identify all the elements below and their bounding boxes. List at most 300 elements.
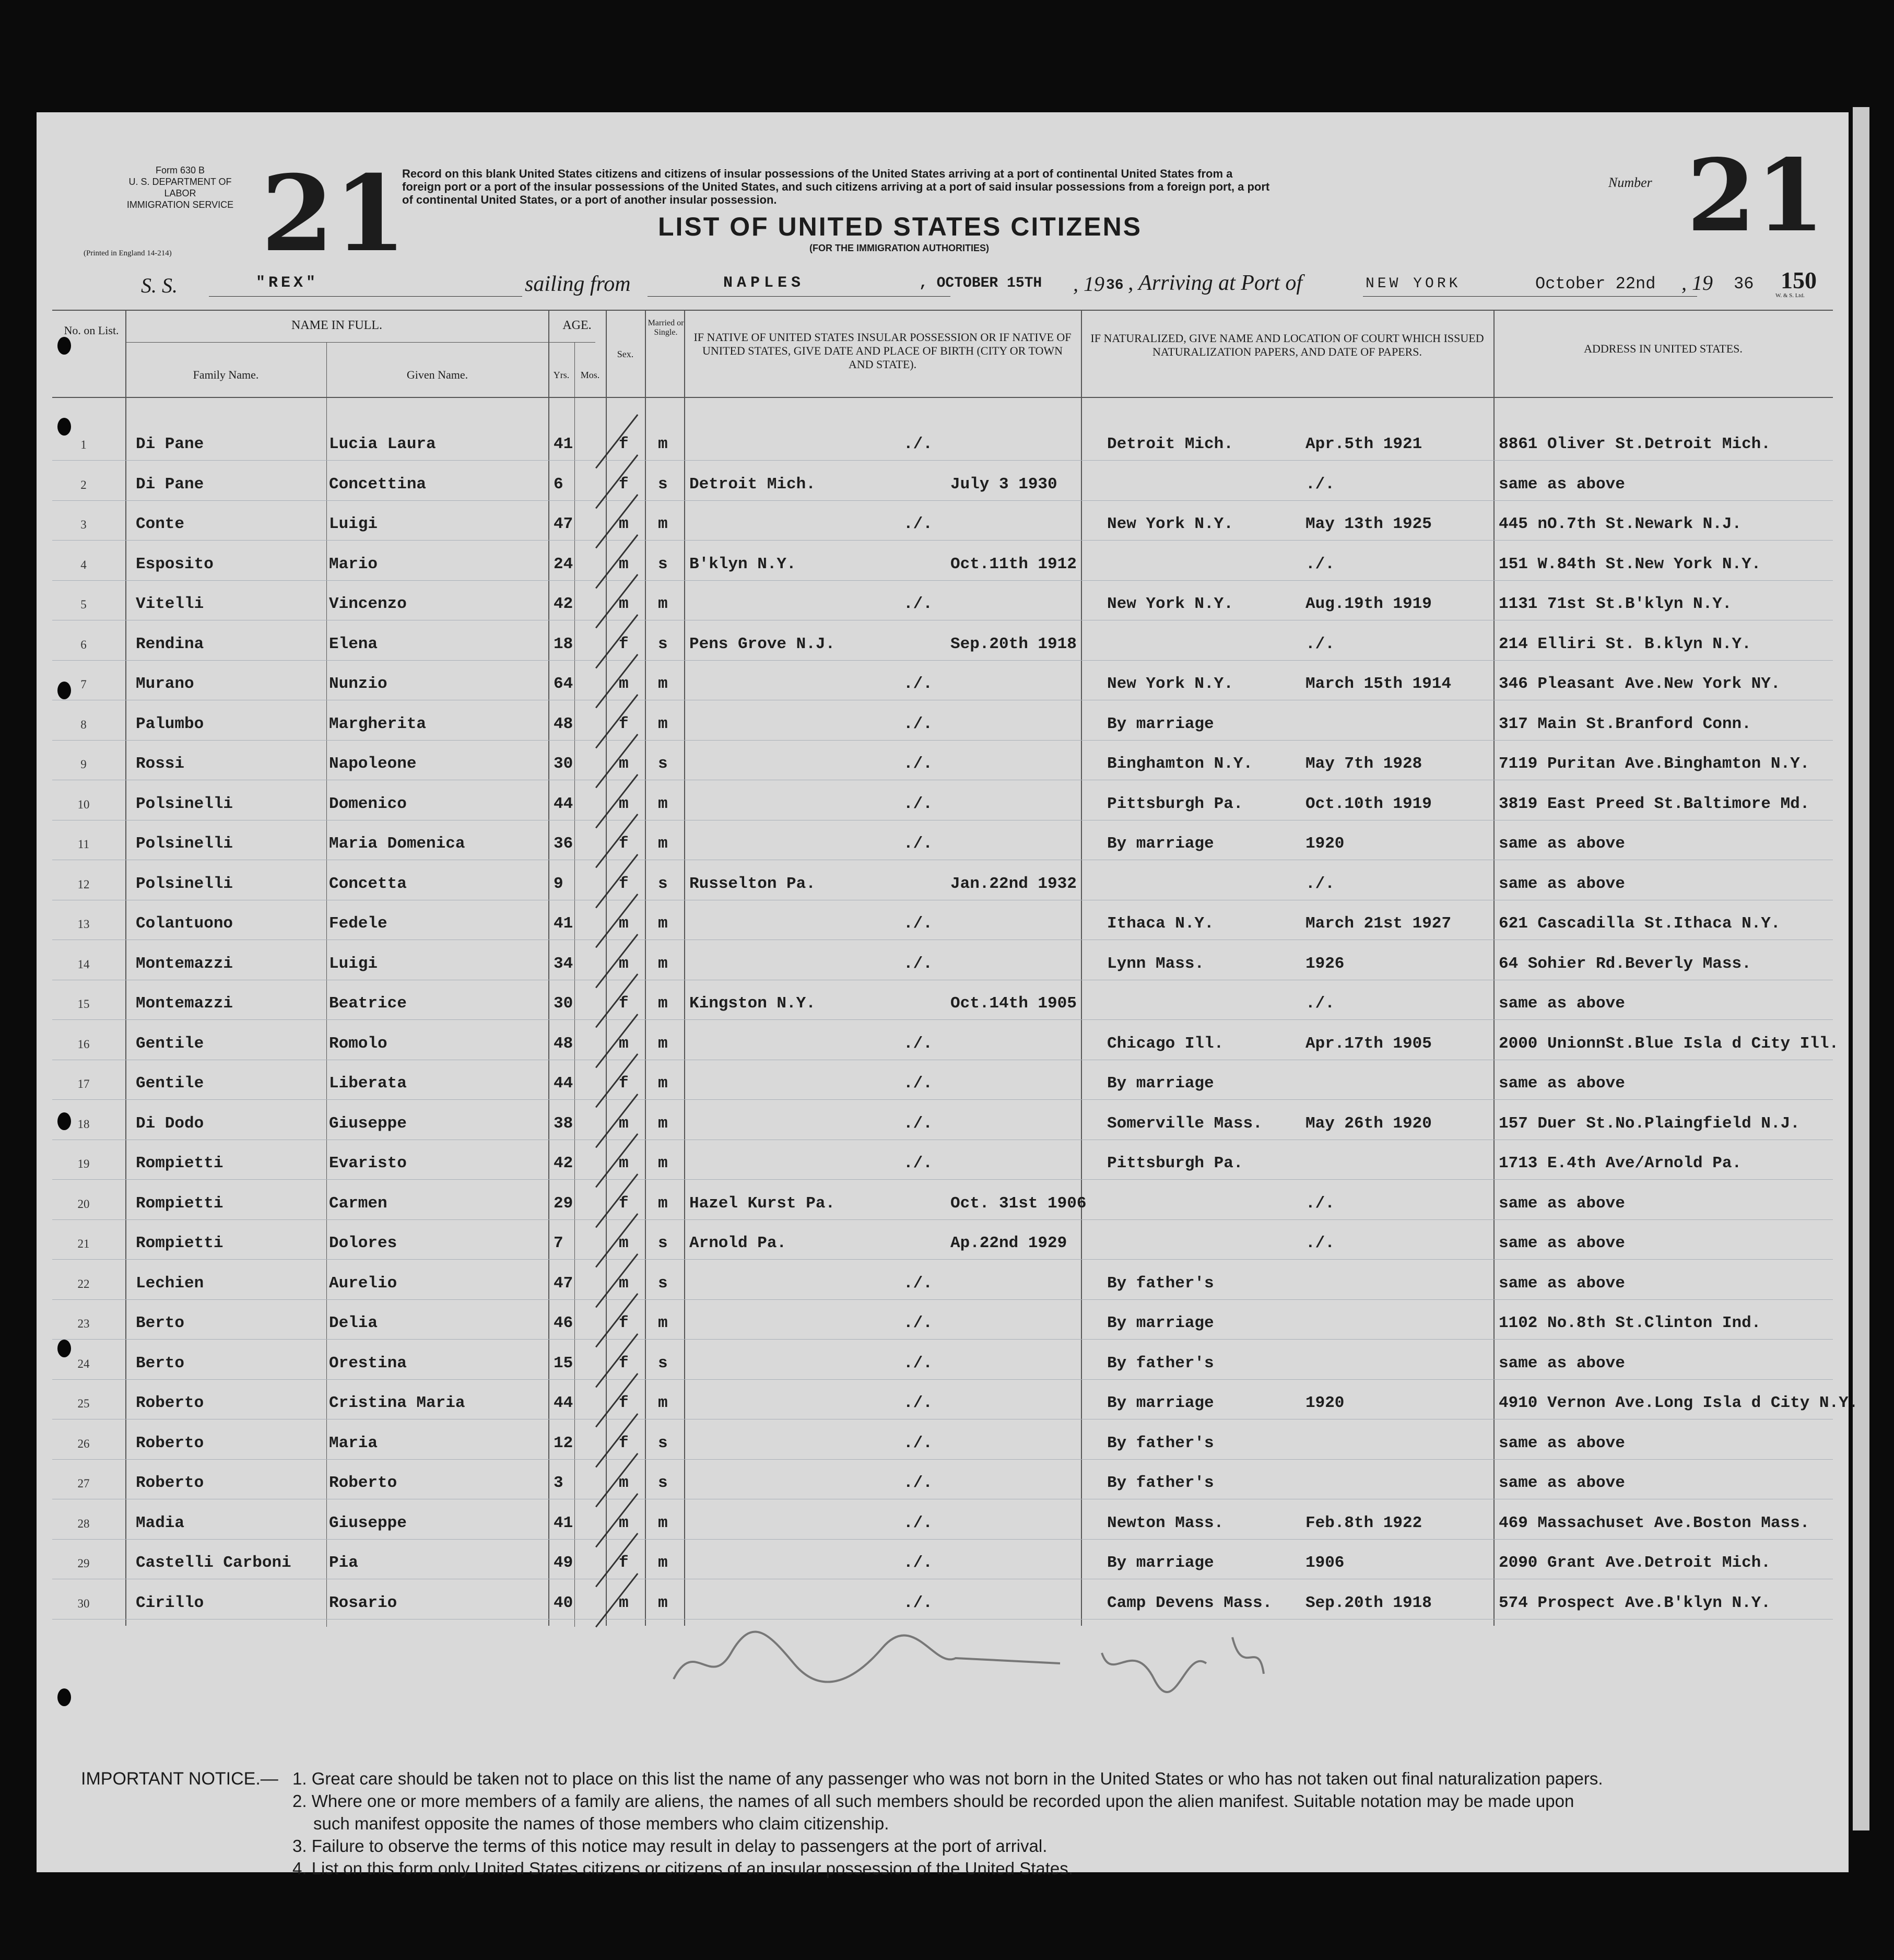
naturalization-date: March 21st 1927 <box>1305 914 1452 933</box>
marital-status: s <box>658 635 668 653</box>
birth-date: ./. <box>903 755 933 773</box>
us-address: same as above <box>1499 835 1625 853</box>
intro-line-1: Record on this blank United States citizens and citizens of insular possessions of the United States arriving at a port of continental United States from a <box>402 167 1233 180</box>
age-years: 30 <box>554 994 573 1013</box>
intro-text <box>402 167 1509 206</box>
family-name: Lechien <box>136 1274 204 1293</box>
family-name: Esposito <box>136 555 214 573</box>
us-address: 7119 Puritan Ave.Binghamton N.Y. <box>1499 755 1810 773</box>
naturalization-court: By father's <box>1107 1354 1214 1372</box>
marital-status: m <box>658 1554 668 1572</box>
us-address: same as above <box>1499 1234 1625 1252</box>
punch-hole <box>57 1688 71 1706</box>
intro-line-2: foreign port or a port of the insular possessions of the United States, and such citizens arriving at a port of said insular possessions from a foreign port, a port <box>402 180 1270 193</box>
row-number: 22 <box>77 1277 90 1290</box>
given-name: Maria <box>329 1434 378 1452</box>
given-name: Orestina <box>329 1354 407 1372</box>
given-name: Pia <box>329 1554 358 1572</box>
header-address: ADDRESS IN UNITED STATES. <box>1584 342 1743 355</box>
sex: m <box>619 755 629 773</box>
birth-place: Pens Grove N.J. <box>689 635 836 653</box>
marital-status: s <box>658 1434 668 1452</box>
row-number: 30 <box>77 1597 90 1610</box>
service: IMMIGRATION SERVICE <box>126 199 234 210</box>
age-years: 44 <box>554 1074 573 1093</box>
sex: m <box>619 1234 629 1252</box>
us-address: 1131 71st St.B'klyn N.Y. <box>1499 595 1732 613</box>
year-prefix: , 19 <box>1073 272 1104 296</box>
marital-status: s <box>658 475 668 494</box>
row-number: 3 <box>80 518 87 531</box>
ss-label: S. S. <box>141 274 178 297</box>
row-number: 25 <box>77 1397 90 1410</box>
naturalization-court: Chicago Ill. <box>1107 1034 1224 1053</box>
naturalization-date: ./. <box>1305 1194 1335 1213</box>
age-years: 36 <box>554 835 573 853</box>
row-number: 26 <box>77 1437 90 1450</box>
family-name: Berto <box>136 1354 185 1372</box>
department: U. S. DEPARTMENT OF LABOR <box>128 177 232 198</box>
marital-status: s <box>658 1234 668 1252</box>
year-suffix: 36 <box>1106 277 1124 294</box>
family-name: Polsinelli <box>136 874 233 893</box>
us-address: same as above <box>1499 874 1625 893</box>
row-rule <box>52 580 1833 581</box>
family-name: Gentile <box>136 1034 204 1053</box>
us-address: same as above <box>1499 1274 1625 1293</box>
row-number: 4 <box>80 558 87 571</box>
sex: f <box>619 1354 629 1372</box>
sex: m <box>619 515 629 533</box>
family-name: Di Dodo <box>136 1114 204 1133</box>
given-name: Cristina Maria <box>329 1394 465 1412</box>
form-id: Form 630 B <box>155 165 205 175</box>
us-address: 64 Sohier Rd.Beverly Mass. <box>1499 954 1751 973</box>
signature-scribble <box>663 1616 1368 1705</box>
age-years: 49 <box>554 1554 573 1572</box>
age-years: 12 <box>554 1434 573 1452</box>
birth-place: Arnold Pa. <box>689 1234 787 1252</box>
marital-status: m <box>658 1593 668 1612</box>
family-name: Madia <box>136 1513 185 1532</box>
row-number: 28 <box>77 1517 90 1530</box>
notice-item-1: 1. Great care should be taken not to place on this list the name of any passenger who was not born in the United States or who has not taken out final naturalization papers. <box>292 1769 1603 1788</box>
given-name: Delia <box>329 1314 378 1332</box>
marital-status: s <box>658 1354 668 1372</box>
us-address: 151 W.84th St.New York N.Y. <box>1499 555 1761 573</box>
page-number: 150 <box>1781 267 1817 294</box>
family-name: Montemazzi <box>136 954 233 973</box>
naturalization-court: New York N.Y. <box>1107 515 1233 533</box>
row-rule <box>52 1219 1833 1220</box>
marital-status: m <box>658 595 668 613</box>
punch-hole <box>57 682 71 699</box>
big-number-left: 21 <box>261 152 407 275</box>
naturalization-date: 1920 <box>1305 835 1345 853</box>
age-years: 7 <box>554 1234 563 1252</box>
sex: f <box>619 1314 629 1332</box>
given-name: Lucia Laura <box>329 435 436 453</box>
us-address: 574 Prospect Ave.B'klyn N.Y. <box>1499 1593 1771 1612</box>
sheet-edge <box>1853 107 1869 1830</box>
sex: f <box>619 635 629 653</box>
given-name: Roberto <box>329 1474 397 1492</box>
birth-date: ./. <box>903 1154 933 1172</box>
us-address: same as above <box>1499 1474 1625 1492</box>
birth-date: ./. <box>903 1554 933 1572</box>
naturalization-court: By father's <box>1107 1474 1214 1492</box>
birth-date: ./. <box>903 515 933 533</box>
row-rule <box>52 1339 1833 1340</box>
sex: f <box>619 475 629 494</box>
family-name: Vitelli <box>136 595 204 613</box>
naturalization-court: By marriage <box>1107 1394 1214 1412</box>
naturalization-date: Apr.5th 1921 <box>1305 435 1422 453</box>
header-sex: Sex. <box>617 349 634 359</box>
row-rule <box>52 1379 1833 1380</box>
age-years: 64 <box>554 675 573 693</box>
sex: f <box>619 1194 629 1213</box>
us-address: 2000 UnionnSt.Blue Isla d City Ill. <box>1499 1034 1839 1053</box>
naturalization-court: New York N.Y. <box>1107 595 1233 613</box>
age-years: 34 <box>554 954 573 973</box>
naturalization-date: 1906 <box>1305 1554 1345 1572</box>
naturalization-date: ./. <box>1305 994 1335 1013</box>
us-address: 214 Elliri St. B.klyn N.Y. <box>1499 635 1751 653</box>
naturalization-date: ./. <box>1305 475 1335 494</box>
marital-status: m <box>658 1114 668 1133</box>
naturalization-court: By marriage <box>1107 1314 1214 1332</box>
marital-status: m <box>658 914 668 933</box>
header-age: AGE. <box>562 319 592 332</box>
birth-date: Oct. 31st 1906 <box>950 1194 1087 1213</box>
birth-date: ./. <box>903 1434 933 1452</box>
birth-date: ./. <box>903 914 933 933</box>
arrival-year-suffix: 36 <box>1734 274 1754 294</box>
naturalization-court: By marriage <box>1107 835 1214 853</box>
naturalization-date: ./. <box>1305 555 1335 573</box>
header-name-in-full: NAME IN FULL. <box>291 319 382 332</box>
row-number: 13 <box>77 918 90 931</box>
us-address: 445 nO.7th St.Newark N.J. <box>1499 515 1742 533</box>
row-rule <box>52 1099 1833 1100</box>
given-name: Aurelio <box>329 1274 397 1293</box>
given-name: Concetta <box>329 874 407 893</box>
family-name: Montemazzi <box>136 994 233 1013</box>
row-rule <box>52 1259 1833 1260</box>
marital-status: m <box>658 675 668 693</box>
row-number: 6 <box>80 638 87 651</box>
given-name: Giuseppe <box>329 1513 407 1532</box>
family-name: Conte <box>136 515 185 533</box>
sex: m <box>619 1114 629 1133</box>
birth-date: Oct.14th 1905 <box>950 994 1077 1013</box>
family-name: Di Pane <box>136 475 204 494</box>
naturalization-date: 1920 <box>1305 1394 1345 1412</box>
us-address: same as above <box>1499 1074 1625 1093</box>
given-name: Romolo <box>329 1034 387 1053</box>
ship-name: "REX" <box>256 274 319 292</box>
given-name: Maria Domenica <box>329 835 465 853</box>
family-name: Murano <box>136 675 194 693</box>
age-years: 29 <box>554 1194 573 1213</box>
family-name: Colantuono <box>136 914 233 933</box>
given-name: Elena <box>329 635 378 653</box>
age-years: 47 <box>554 1274 573 1293</box>
row-number: 15 <box>77 997 90 1011</box>
age-years: 38 <box>554 1114 573 1133</box>
naturalization-court: By marriage <box>1107 1074 1214 1093</box>
us-address: 469 Massachuset Ave.Boston Mass. <box>1499 1513 1810 1532</box>
given-name: Domenico <box>329 794 407 813</box>
age-years: 6 <box>554 475 563 494</box>
row-rule <box>52 740 1833 741</box>
marital-status: m <box>658 1034 668 1053</box>
marital-status: m <box>658 794 668 813</box>
us-address: 621 Cascadilla St.Ithaca N.Y. <box>1499 914 1781 933</box>
date-from: , OCTOBER 15TH <box>919 275 1042 291</box>
marital-status: s <box>658 755 668 773</box>
birth-date: Sep.20th 1918 <box>950 635 1077 653</box>
punch-hole <box>57 1112 71 1130</box>
family-name: Palumbo <box>136 714 204 733</box>
marital-status: m <box>658 714 668 733</box>
naturalization-court: By marriage <box>1107 714 1214 733</box>
sex: m <box>619 794 629 813</box>
family-name: Roberto <box>136 1474 204 1492</box>
birth-date: ./. <box>903 714 933 733</box>
row-rule <box>52 500 1833 501</box>
printer-mark: W. & S. Ltd. <box>1775 292 1805 299</box>
header-naturalized: IF NATURALIZED, GIVE NAME AND LOCATION OF COURT WHICH ISSUED NATURALIZATION PAPERS, AND DATE OF PAPERS. <box>1090 332 1484 358</box>
row-number: 20 <box>77 1197 90 1211</box>
naturalization-date: Aug.19th 1919 <box>1305 595 1432 613</box>
marital-status: s <box>658 874 668 893</box>
sex: f <box>619 835 629 853</box>
family-name: Polsinelli <box>136 794 233 813</box>
birth-date: ./. <box>903 1314 933 1332</box>
row-number: 9 <box>80 758 87 771</box>
birth-date: ./. <box>903 794 933 813</box>
naturalization-date: 1926 <box>1305 954 1345 973</box>
header-yrs: Yrs. <box>553 370 570 380</box>
sex: f <box>619 994 629 1013</box>
naturalization-date: May 26th 1920 <box>1305 1114 1432 1133</box>
naturalization-court: By marriage <box>1107 1554 1214 1572</box>
form-title: LIST OF UNITED STATES CITIZENS <box>658 212 1143 241</box>
family-name: Rompietti <box>136 1154 223 1172</box>
row-number: 5 <box>80 598 87 611</box>
age-years: 42 <box>554 1154 573 1172</box>
sex: m <box>619 675 629 693</box>
row-number: 27 <box>77 1477 90 1490</box>
sex: f <box>619 1554 629 1572</box>
sex: f <box>619 1434 629 1452</box>
row-number: 23 <box>77 1317 90 1330</box>
notice-item-2: 2. Where one or more members of a family are aliens, the names of all such members should be recorded upon the alien manifest. Suitable notation may be made upon <box>292 1791 1574 1811</box>
row-number: 1 <box>80 438 87 451</box>
family-name: Berto <box>136 1314 185 1332</box>
big-number-right: 21 <box>1687 137 1825 254</box>
header-given-name: Given Name. <box>406 368 468 381</box>
sex: m <box>619 1513 629 1532</box>
us-address: same as above <box>1499 475 1625 494</box>
notice-label: IMPORTANT NOTICE.— <box>81 1769 278 1789</box>
marital-status: m <box>658 1314 668 1332</box>
given-name: Vincenzo <box>329 595 407 613</box>
us-address: 317 Main St.Branford Conn. <box>1499 714 1751 733</box>
sex: m <box>619 555 629 573</box>
age-years: 47 <box>554 515 573 533</box>
row-number: 29 <box>77 1557 90 1570</box>
us-address: 4910 Vernon Ave.Long Isla d City N.Y. <box>1499 1394 1858 1412</box>
given-name: Evaristo <box>329 1154 407 1172</box>
us-address: 157 Duer St.No.Plaingfield N.J. <box>1499 1114 1800 1133</box>
row-rule <box>52 1459 1833 1460</box>
header-married-single: Married or Single. <box>648 319 684 337</box>
birth-date: Oct.11th 1912 <box>950 555 1077 573</box>
intro-line-3: of continental United States, or a port of another insular possession. <box>402 193 777 206</box>
row-number: 8 <box>80 718 87 731</box>
naturalization-court: By father's <box>1107 1434 1214 1452</box>
sex: m <box>619 1474 629 1492</box>
us-address: same as above <box>1499 994 1625 1013</box>
row-number: 2 <box>80 478 87 491</box>
marital-status: m <box>658 994 668 1013</box>
us-address: 8861 Oliver St.Detroit Mich. <box>1499 435 1771 453</box>
us-address: 1102 No.8th St.Clinton Ind. <box>1499 1314 1761 1332</box>
row-rule <box>52 1019 1833 1020</box>
marital-status: m <box>658 954 668 973</box>
punch-hole <box>57 1340 71 1357</box>
birth-date: July 3 1930 <box>950 475 1057 494</box>
naturalization-date: May 7th 1928 <box>1305 755 1422 773</box>
birth-date: ./. <box>903 1593 933 1612</box>
age-years: 44 <box>554 794 573 813</box>
header-family-name: Family Name. <box>193 368 259 381</box>
marital-status: m <box>658 1394 668 1412</box>
given-name: Mario <box>329 555 378 573</box>
punch-hole <box>57 337 71 355</box>
marital-status: m <box>658 835 668 853</box>
sex: f <box>619 1394 629 1412</box>
header-native: IF NATIVE OF UNITED STATES INSULAR POSSESSION OR IF NATIVE OF UNITED STATES, GIVE DATE AND PLACE OF BIRTH (CITY OR TOWN AND STATE). <box>693 331 1072 371</box>
marital-status: m <box>658 1194 668 1213</box>
age-years: 15 <box>554 1354 573 1372</box>
birth-date: ./. <box>903 435 933 453</box>
marital-status: s <box>658 555 668 573</box>
age-years: 46 <box>554 1314 573 1332</box>
notice-item-3: 3. Failure to observe the terms of this notice may result in delay to passengers at the port of arrival. <box>292 1836 1048 1856</box>
birth-date: ./. <box>903 835 933 853</box>
age-years: 41 <box>554 1513 573 1532</box>
family-name: Di Pane <box>136 435 204 453</box>
arriving-label: , Arriving at Port of <box>1128 271 1303 295</box>
given-name: Carmen <box>329 1194 387 1213</box>
us-address: 3819 East Preed St.Baltimore Md. <box>1499 794 1810 813</box>
naturalization-date: Sep.20th 1918 <box>1305 1593 1432 1612</box>
given-name: Napoleone <box>329 755 417 773</box>
arrival-year-prefix: , 19 <box>1681 271 1713 295</box>
port-to: NEW YORK <box>1366 276 1461 292</box>
given-name: Luigi <box>329 515 378 533</box>
naturalization-court: Somerville Mass. <box>1107 1114 1263 1133</box>
family-name: Rompietti <box>136 1194 223 1213</box>
family-name: Gentile <box>136 1074 204 1093</box>
number-label: Number <box>1608 175 1652 190</box>
marital-status: m <box>658 515 668 533</box>
naturalization-date: ./. <box>1305 1234 1335 1252</box>
row-rule <box>52 460 1833 461</box>
notice-item-4: 4. List on this form only United States citizens or citizens of an insular possession of the United States. <box>292 1859 1073 1878</box>
birth-date: ./. <box>903 1074 933 1093</box>
header-no-on-list: No. on List. <box>64 324 119 337</box>
row-rule <box>52 1179 1833 1180</box>
birth-date: ./. <box>903 1513 933 1532</box>
age-years: 18 <box>554 635 573 653</box>
port-from: NAPLES <box>723 274 805 292</box>
marital-status: m <box>658 435 668 453</box>
given-name: Liberata <box>329 1074 407 1093</box>
family-name: Polsinelli <box>136 835 233 853</box>
birth-date: ./. <box>903 1274 933 1293</box>
naturalization-date: Apr.17th 1905 <box>1305 1034 1432 1053</box>
row-rule <box>52 1299 1833 1300</box>
age-years: 48 <box>554 714 573 733</box>
row-number: 14 <box>77 957 90 971</box>
us-address: same as above <box>1499 1194 1625 1213</box>
birth-date: ./. <box>903 1114 933 1133</box>
form-info <box>112 165 248 210</box>
naturalization-court: Binghamton N.Y. <box>1107 755 1253 773</box>
naturalization-court: Ithaca N.Y. <box>1107 914 1214 933</box>
birth-place: B'klyn N.Y. <box>689 555 796 573</box>
sex: m <box>619 1154 629 1172</box>
sex: f <box>619 874 629 893</box>
naturalization-court: New York N.Y. <box>1107 675 1233 693</box>
birth-place: Hazel Kurst Pa. <box>689 1194 836 1213</box>
naturalization-court: Newton Mass. <box>1107 1513 1224 1532</box>
header-mos: Mos. <box>580 370 600 380</box>
age-years: 41 <box>554 435 573 453</box>
row-number: 18 <box>77 1117 90 1131</box>
naturalization-court: Pittsburgh Pa. <box>1107 794 1243 813</box>
birth-date: Ap.22nd 1929 <box>950 1234 1067 1252</box>
row-rule <box>52 660 1833 661</box>
given-name: Beatrice <box>329 994 407 1013</box>
birth-date: ./. <box>903 1034 933 1053</box>
row-rule <box>52 540 1833 541</box>
age-years: 3 <box>554 1474 563 1492</box>
naturalization-date: ./. <box>1305 635 1335 653</box>
us-address: 2090 Grant Ave.Detroit Mich. <box>1499 1554 1771 1572</box>
marital-status: m <box>658 1513 668 1532</box>
sex: m <box>619 1034 629 1053</box>
family-name: Rompietti <box>136 1234 223 1252</box>
sex: f <box>619 435 629 453</box>
age-years: 30 <box>554 755 573 773</box>
us-address: 346 Pleasant Ave.New York NY. <box>1499 675 1781 693</box>
manifest-sheet <box>37 112 1858 1878</box>
age-years: 40 <box>554 1593 573 1612</box>
birth-place: Detroit Mich. <box>689 475 816 494</box>
row-number: 7 <box>80 678 87 691</box>
birth-date: ./. <box>903 595 933 613</box>
age-years: 41 <box>554 914 573 933</box>
row-number: 10 <box>77 797 90 811</box>
row-number: 24 <box>77 1357 90 1370</box>
sex: m <box>619 954 629 973</box>
